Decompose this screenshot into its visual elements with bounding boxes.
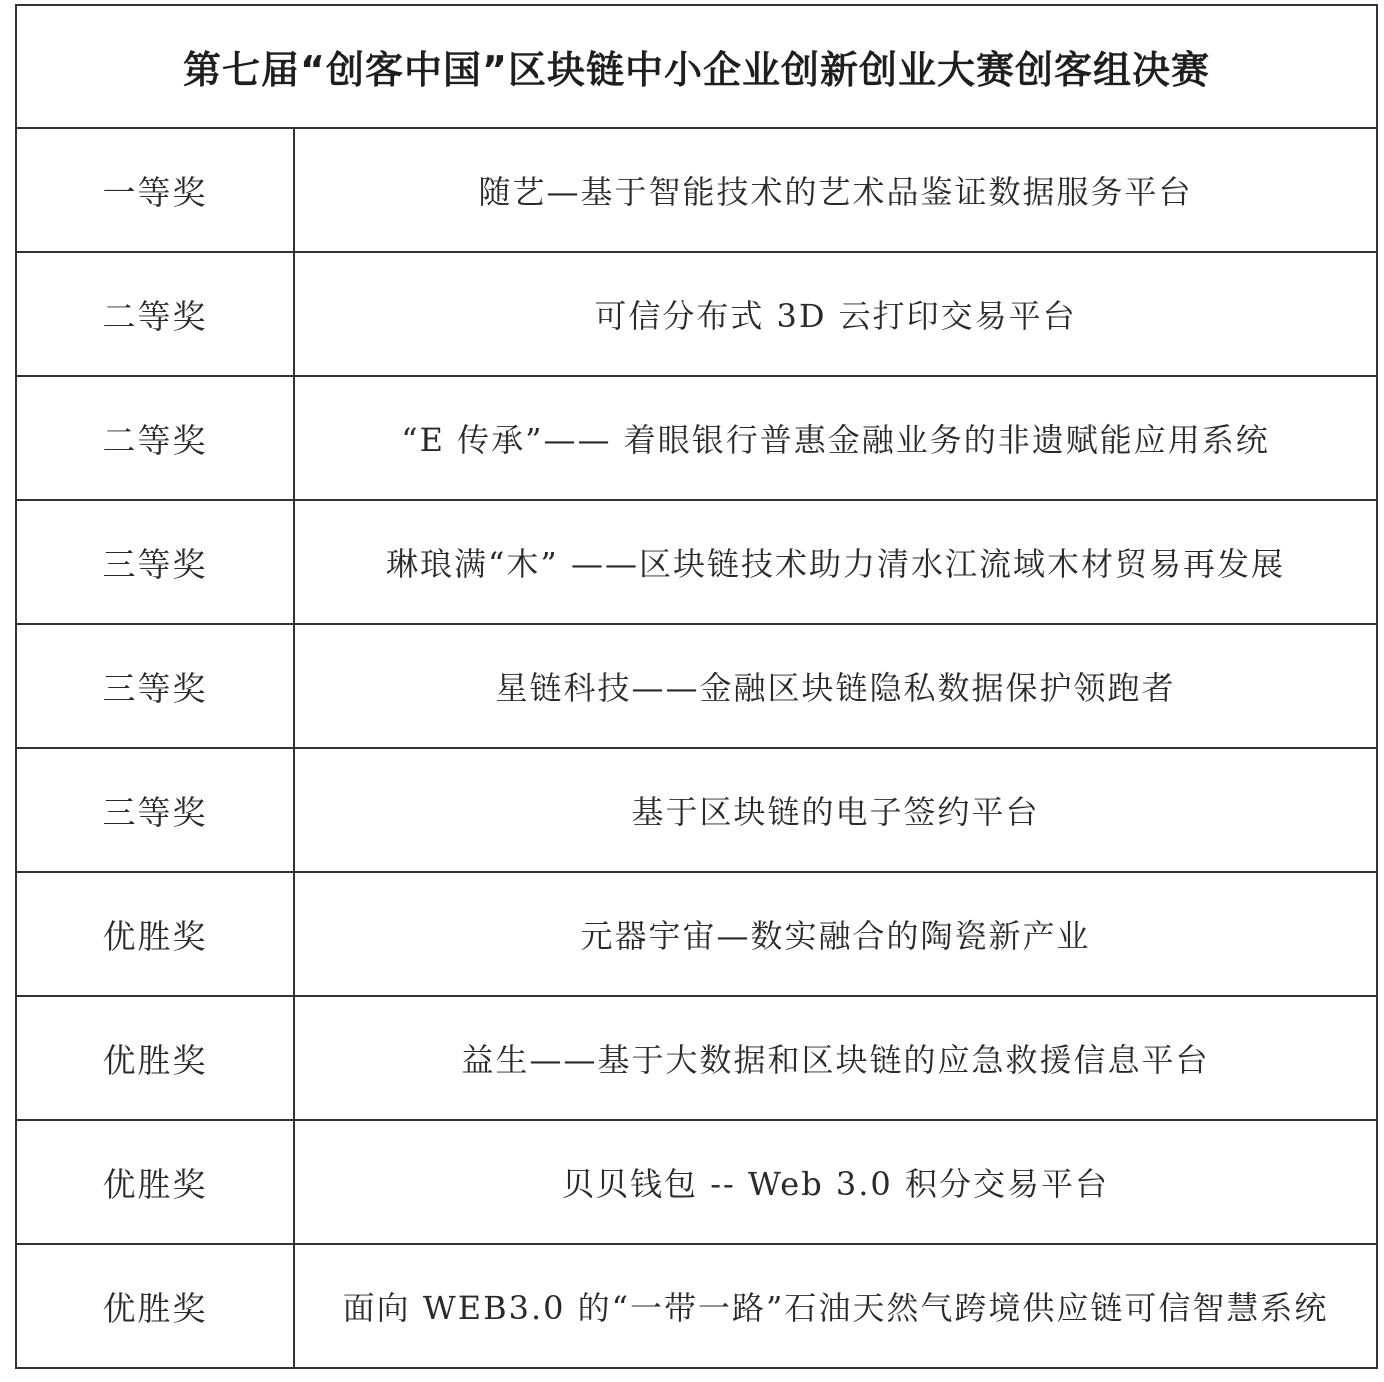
project-name-cell: 基于区块链的电子签约平台 (294, 748, 1377, 872)
table-title: 第七届“创客中国”区块链中小企业创新创业大赛创客组决赛 (16, 5, 1377, 128)
award-level-cell: 一等奖 (16, 128, 294, 252)
table-row (16, 1120, 1377, 1244)
award-level-cell: 优胜奖 (16, 1244, 294, 1368)
table-row (16, 996, 1377, 1120)
table-row (16, 376, 1377, 500)
project-name-cell: 琳琅满“木” ——区块链技术助力清水江流域木材贸易再发展 (294, 500, 1377, 624)
award-level-cell: 二等奖 (16, 252, 294, 376)
project-name-cell: 元器宇宙—数实融合的陶瓷新产业 (294, 872, 1377, 996)
table-row (16, 872, 1377, 996)
table-row (16, 748, 1377, 872)
project-name-cell: 贝贝钱包 -- Web 3.0 积分交易平台 (294, 1120, 1377, 1244)
project-name-cell: 面向 WEB3.0 的“一带一路”石油天然气跨境供应链可信智慧系统 (294, 1244, 1377, 1368)
table-row (16, 624, 1377, 748)
award-level-cell: 三等奖 (16, 748, 294, 872)
table-row (16, 1244, 1377, 1368)
project-name-cell: 可信分布式 3D 云打印交易平台 (294, 252, 1377, 376)
project-name-cell: 星链科技——金融区块链隐私数据保护领跑者 (294, 624, 1377, 748)
award-level-cell: 优胜奖 (16, 1120, 294, 1244)
table-title-row (16, 5, 1377, 128)
table-row (16, 500, 1377, 624)
table-row (16, 252, 1377, 376)
project-name-cell: 益生——基于大数据和区块链的应急救援信息平台 (294, 996, 1377, 1120)
award-table (15, 4, 1378, 1369)
award-level-cell: 优胜奖 (16, 996, 294, 1120)
project-name-cell: 随艺—基于智能技术的艺术品鉴证数据服务平台 (294, 128, 1377, 252)
project-name-cell: “E 传承”—— 着眼银行普惠金融业务的非遗赋能应用系统 (294, 376, 1377, 500)
award-level-cell: 二等奖 (16, 376, 294, 500)
award-level-cell: 优胜奖 (16, 872, 294, 996)
award-level-cell: 三等奖 (16, 624, 294, 748)
table-row (16, 128, 1377, 252)
award-level-cell: 三等奖 (16, 500, 294, 624)
